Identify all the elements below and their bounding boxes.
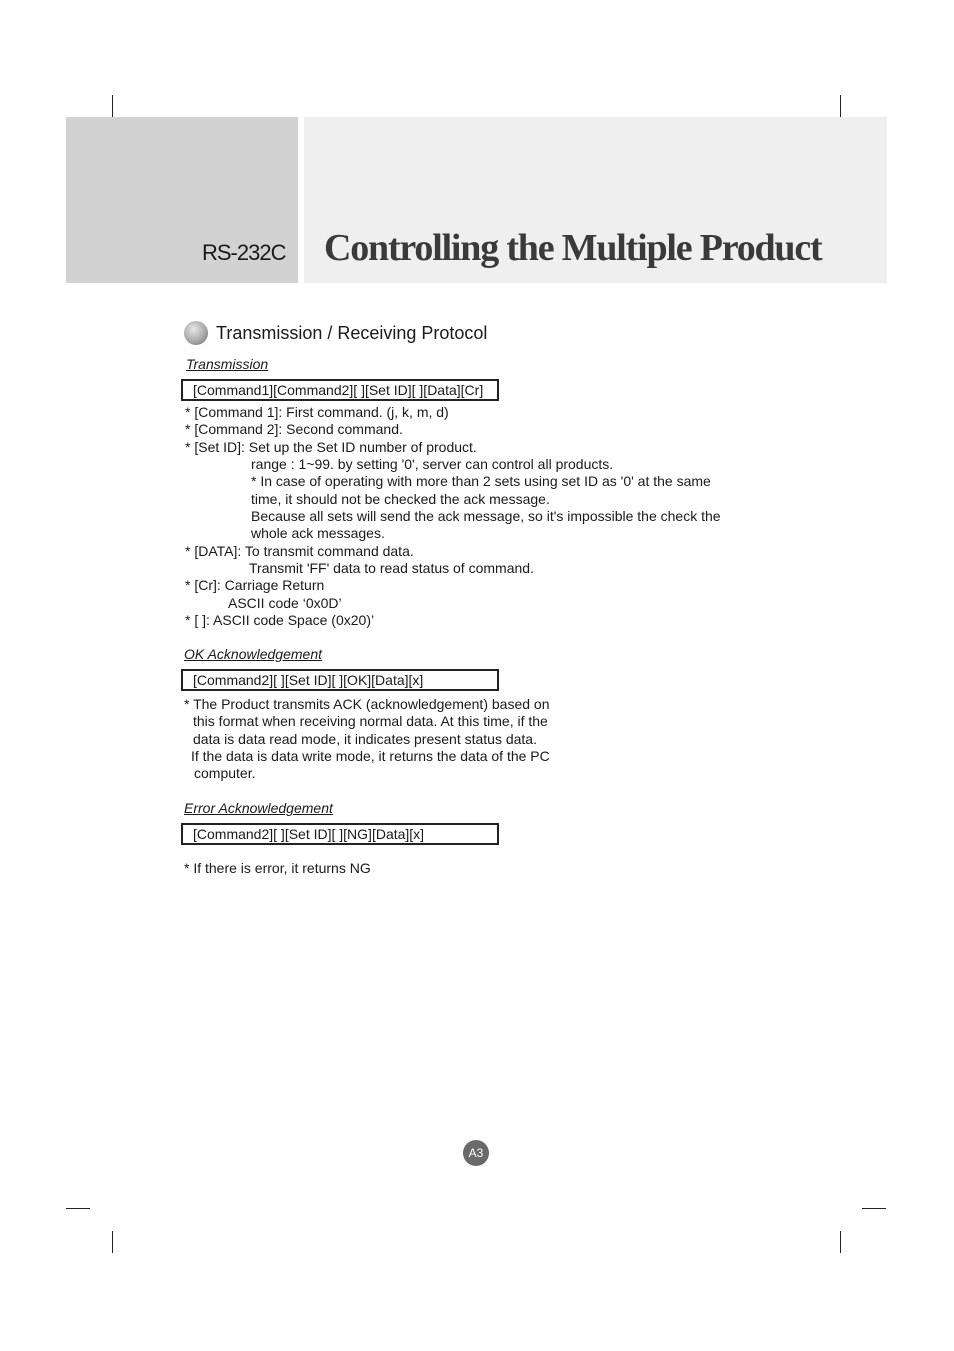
section-bullet-icon: [184, 321, 208, 345]
ok-ack-line: If the data is data write mode, it returns the data of the PC: [191, 748, 550, 764]
ok-ack-line: computer.: [194, 765, 256, 781]
page-title: Controlling the Multiple Product: [324, 227, 822, 269]
ok-ack-format-box: [Command2][ ][Set ID][ ][OK][Data][x]: [181, 669, 499, 691]
crop-mark: [840, 95, 841, 117]
crop-mark: [862, 1208, 886, 1209]
transmission-line: time, it should not be checked the ack message.: [251, 491, 550, 507]
transmission-line: range : 1~99. by setting '0', server can control all products.: [251, 456, 614, 472]
transmission-format-box: [Command1][Command2][ ][Set ID][ ][Data][Cr]: [181, 379, 499, 401]
transmission-heading: Transmission: [186, 356, 269, 372]
ok-ack-line: * The Product transmits ACK (acknowledgement) based on: [184, 696, 550, 712]
transmission-line: * [Set ID]: Set up the Set ID number of product.: [185, 439, 477, 455]
transmission-line: * [DATA]: To transmit command data.: [185, 543, 414, 559]
section-title: Transmission / Receiving Protocol: [216, 323, 488, 343]
ok-ack-line: this format when receiving normal data. At this time, if the: [193, 713, 548, 729]
ok-ack-heading: OK Acknowledgement: [184, 646, 322, 662]
page-number-badge: A3: [463, 1140, 489, 1166]
crop-mark: [112, 95, 113, 117]
error-ack-line: * If there is error, it returns NG: [184, 860, 371, 876]
crop-mark: [112, 1231, 113, 1253]
transmission-line: whole ack messages.: [251, 525, 385, 541]
error-ack-format-box: [Command2][ ][Set ID][ ][NG][Data][x]: [181, 823, 499, 845]
transmission-line: * [ ]: ASCII code Space (0x20)’: [185, 612, 375, 628]
section-label: RS-232C: [202, 240, 286, 265]
transmission-line: Transmit 'FF' data to read status of command.: [249, 560, 534, 576]
transmission-line: * [Cr]: Carriage Return: [185, 577, 325, 593]
transmission-line: Because all sets will send the ack message, so it's impossible the check the: [251, 508, 721, 524]
transmission-line: * [Command 2]: Second command.: [185, 421, 403, 437]
transmission-line: * [Command 1]: First command. (j, k, m, d): [185, 404, 449, 420]
crop-mark: [840, 1231, 841, 1253]
ok-ack-line: data is data read mode, it indicates present status data.: [193, 731, 537, 747]
transmission-line: * In case of operating with more than 2 sets using set ID as '0' at the same: [251, 473, 711, 489]
transmission-line: ASCII code ‘0x0D’: [228, 595, 342, 611]
crop-mark: [66, 1208, 90, 1209]
error-ack-heading: Error Acknowledgement: [184, 800, 333, 816]
